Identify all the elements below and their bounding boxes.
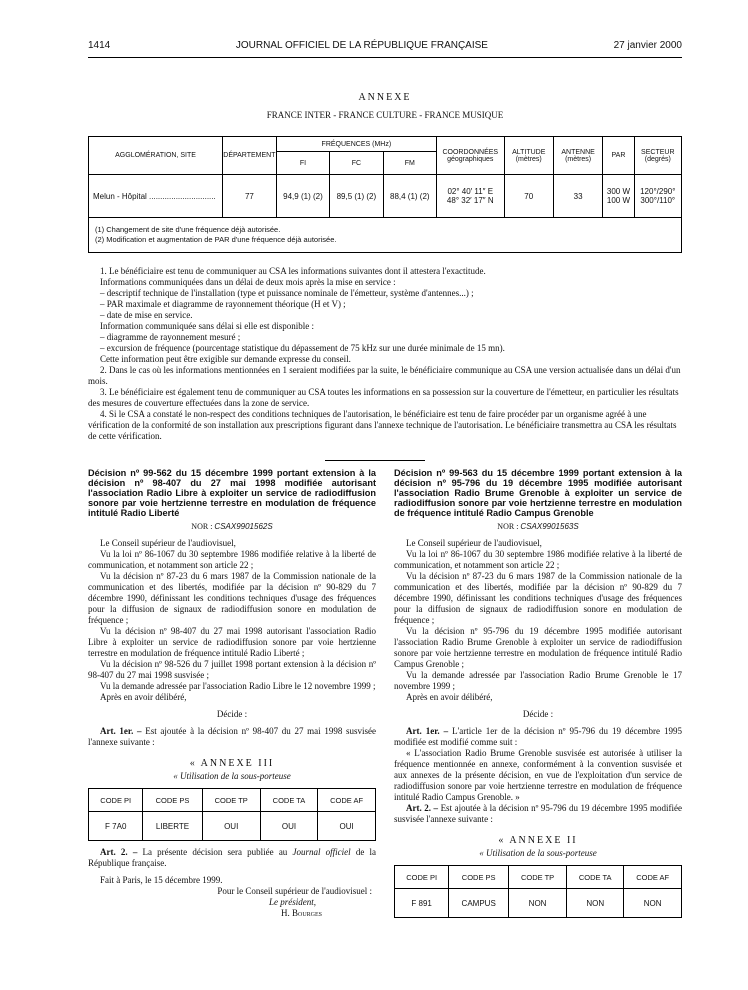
article-2: Art. 2. – Est ajoutée à la décision nº 95-796 du 19 décembre 1995 modifiée susvisée l'annexe suivante : xyxy=(394,803,682,824)
section-divider xyxy=(325,460,425,461)
decision-562: Décision nº 99-562 du 15 décembre 1999 portant extension à la décision nº 98-407 du 27 mai 1998 modifiée autorisant l'association Radio Libre à exploiter un service de radiodiffusion sonore par voie hertzienne terrestre en modulation de fréquence intitulé Radio Liberté NOR : CSAX9901562S Le Conseil supérieur de l'audiovisuel, Vu la loi nº 86-1067 du 30 septembre 1986 modifiée relative à la liberté de communication, et notamment son article 22 ; Vu la décision nº 87-23 du 6 mars 1987 de la Commission nationale de la communication et des libertés, modifiée par la décision nº 90-829 du 7 décembre 1990, définissant les conditions techniques d'usage des fréquences pour la diffusion de signaux de radiodiffusion sonore en modulation de fréquence ; Vu la décision nº 98-407 du 27 mai 1998 autorisant l'association Radio Libre à exploiter un service de radiodiffusion sonore par voie hertzienne terrestre en modulation de fréquence intitulé Radio Liberté ; Vu la décision nº 98-526 du 7 juillet 1998 portant extension à la décision nº 98-407 du 27 mai 1998 susvisée ; Vu la demande adressée par l'association Radio Libre le 12 novembre 1999 ; Après en avoir délibéré, Décide : Art. 1er. – Est ajoutée à la décision nº 98-407 du 27 mai 1998 susvisée l'annexe suivante : « ANNEXE III « Utilisation de la sous-porteuse CODE PI CODE PS CODE TP CODE TA CODE AF F 7A0 LIBERTE OUI OUI OUI Art. 2. – La présente décision sera publiée au Journal officiel de la République française. Fait à Paris, le 15 décembre 1999. Pour le Conseil supérieur de l'audiovisuel : Le président, H. Bourges xyxy=(88,468,377,918)
page-header xyxy=(88,40,682,51)
decision-563: Décision nº 99-563 du 15 décembre 1999 portant extension à la décision nº 95-796 du 19 décembre 1995 modifiée autorisant l'association Radio Brume Grenoble à exploiter un service de radiodiffusion sonore par voie hertzienne terrestre en modulation de fréquence intitulé Radio Campus Grenoble NOR : CSAX9901563S Le Conseil supérieur de l'audiovisuel, Vu la loi nº 86-1067 du 30 septembre 1986 modifiée relative à la liberté de communication, et notamment son article 22 ; Vu la décision nº 87-23 du 6 mars 1987 de la Commission nationale de la communication et des libertés, modifiée par la décision nº 90-829 du 7 décembre 1990, définissant les conditions techniques d'usage des fréquences pour la diffusion de signaux de radiodiffusion sonore en modulation de fréquence ; Vu la décision nº 95-796 du 19 décembre 1995 modifiée autorisant l'association Radio Brume Grenoble à exploiter un service de radiodiffusion sonore par voie hertzienne terrestre en modulation de fréquence intitulé Radio Campus Grenoble ; Vu la demande adressée par l'association Radio Brume Grenoble le 17 novembre 1999 ; Après en avoir délibéré, Décide : Art. 1er. – L'article 1er de la décision nº 95-796 du 19 décembre 1995 modifiée est modifié comme suit : « L'association Radio Brume Grenoble susvisée est autorisée à utiliser la fréquence mentionnée en annexe, conformément à la convention susvisée et aux annexes de la présente décision, en vue de l'exploitation d'un service de radiodiffusion sonore par voie hertzienne terrestre en modulation de fréquence intitulé Radio Campus Grenoble. » Art. 2. – Est ajoutée à la décision nº 95-796 du 19 décembre 1995 modifiée susvisée l'annexe suivante : « ANNEXE II « Utilisation de la sous-porteuse CODE PI CODE PS CODE TP CODE TA CODE AF F 891 CAMPUS NON NON NON xyxy=(394,468,682,918)
decide-heading: Décide : xyxy=(216,709,248,719)
frequency-table xyxy=(88,136,682,253)
article-1: Art. 1er. – L'article 1er de la décision nº 95-796 du 19 décembre 1995 modifiée est modifié comme suit : xyxy=(394,726,682,747)
col-fm: FM xyxy=(383,152,436,175)
col-ant: ANTENNE (mètres) xyxy=(553,137,602,175)
subcarrier-table xyxy=(88,788,376,841)
annex-title: ANNEXE xyxy=(358,92,412,103)
col-fc: FC xyxy=(330,152,383,175)
table-header-row: CODE PI CODE PS CODE TP CODE TA CODE AF xyxy=(395,866,682,889)
nor-reference: NOR : CSAX9901562S xyxy=(191,522,273,531)
annex-heading: « ANNEXE II xyxy=(498,835,578,846)
table-header-row: CODE PI CODE PS CODE TP CODE TA CODE AF xyxy=(89,789,376,812)
page-number: 1414 xyxy=(88,40,111,51)
decide-heading: Décide : xyxy=(522,709,554,719)
signature-name: H. Bourges xyxy=(280,908,322,918)
annex-subheading: « Utilisation de la sous-porteuse xyxy=(173,771,291,781)
signature-date: Fait à Paris, le 15 décembre 1999. xyxy=(100,875,223,885)
subcarrier-table xyxy=(394,865,682,918)
col-agglo: AGGLOMÉRATION, SITE xyxy=(89,137,223,175)
table-row: F 891 CAMPUS NON NON NON xyxy=(395,889,682,918)
annex-subtitle: FRANCE INTER - FRANCE CULTURE - FRANCE MUSIQUE xyxy=(266,110,504,120)
table-notes xyxy=(89,218,682,253)
table-row: F 7A0 LIBERTE OUI OUI OUI xyxy=(89,812,376,841)
col-fi: FI xyxy=(276,152,329,175)
decision-title: Décision nº 99-563 du 15 décembre 1999 portant extension à la décision nº 95-796 du 19 décembre 1995 modifiée autorisant l'association Radio Brume Grenoble à exploiter un service de radiodiffusion sonore par voie hertzienne terrestre en modulation de fréquence intitulé Radio Campus Grenoble xyxy=(394,468,682,518)
signature-line-2: Le président, xyxy=(269,897,316,907)
col-sect: SECTEUR (degrés) xyxy=(634,137,681,175)
col-freq: FRÉQUENCES (MHz) xyxy=(276,137,436,152)
issue-date: 27 janvier 2000 xyxy=(613,40,682,51)
signature-line-1: Pour le Conseil supérieur de l'audiovisuel : xyxy=(217,886,372,896)
annex-heading: « ANNEXE III xyxy=(189,758,275,769)
col-alt: ALTITUDE (mètres) xyxy=(504,137,553,175)
journal-title: JOURNAL OFFICIEL DE LA RÉPUBLIQUE FRANÇAISE xyxy=(235,40,488,51)
col-dept: DÉPARTEMENT xyxy=(223,137,277,175)
annex-subheading: « Utilisation de la sous-porteuse xyxy=(479,848,597,858)
note-1: (1) Changement de site d'une fréquence déjà autorisée. xyxy=(95,225,281,234)
col-par: PAR xyxy=(603,137,634,175)
header-rule xyxy=(88,57,682,58)
conditions-text: 1. Le bénéficiaire est tenu de communiquer au CSA les informations suivantes dont il attestera l'exactitude. Informations communiquées dans un délai de deux mois après la mise en service : – descriptif technique de l'installation (type et puissance nominale de l'émetteur, système d'antennes...) ; – PAR maximale et diagramme de rayonnement théorique (H et V) ; – date de mise en service. Information communiquée sans délai si elle est disponible : – diagramme de rayonnement mesuré ; – excursion de fréquence (pourcentage statistique du dépassement de 75 kHz sur une durée minimale de 15 mn). Cette information peut être exigible sur demande expresse du conseil. 2. Dans le cas où les informations mentionnées en 1 seraient modifiées par la suite, le bénéficiaire communique au CSA une version actualisée dans un délai d'un mois. 3. Le bénéficiaire est également tenu de communiquer au CSA toutes les informations en sa possession sur la couverture de l'émetteur, en particulier les résultats des mesures de couverture effectuées dans la zone de service. 4. Si le CSA a constaté le non-respect des conditions techniques de l'autorisation, le bénéficiaire est tenu de faire procéder par un organisme agréé à une vérification de la conformité de son installation aux prescriptions figurant dans l'annexe technique de l'autorisation. Le bénéficiaire transmettra au CSA les résultats de cette vérification. xyxy=(88,266,681,441)
table-row: Melun - Hôpital .............................. 77 94,9 (1) (2) 89,5 (1) (2) 88,4 (1) (2) 02° 40′ 11″ E 48° 32′ 17″ N 70 33 300 W 100 W 120°/290° 300°/110° xyxy=(89,175,682,218)
col-coord: COORDONNÉES géographiques xyxy=(437,137,505,175)
decision-title: Décision nº 99-562 du 15 décembre 1999 portant extension à la décision nº 98-407 du 27 mai 1998 modifiée autorisant l'association Radio Libre à exploiter un service de radiodiffusion sonore par voie hertzienne terrestre en modulation de fréquence intitulé Radio Liberté xyxy=(88,468,376,518)
article-1: Art. 1er. – Est ajoutée à la décision nº 98-407 du 27 mai 1998 susvisée l'annexe suivante : xyxy=(88,726,377,747)
nor-reference: NOR : CSAX9901563S xyxy=(497,522,579,531)
note-2: (2) Modification et augmentation de PAR d'une fréquence déjà autorisée. xyxy=(95,235,337,244)
article-2: Art. 2. – La présente décision sera publiée au Journal officiel de la République française. xyxy=(88,847,376,868)
article-1-quote: « L'association Radio Brume Grenoble susvisée est autorisée à utiliser la fréquence mentionnée en annexe, conformément à la convention susvisée et aux annexes de la présente décision, en vue de l'exploitation d'un service de radiodiffusion sonore par voie hertzienne terrestre en modulation de fréquence intitulé Radio Campus Grenoble. » xyxy=(394,748,682,802)
